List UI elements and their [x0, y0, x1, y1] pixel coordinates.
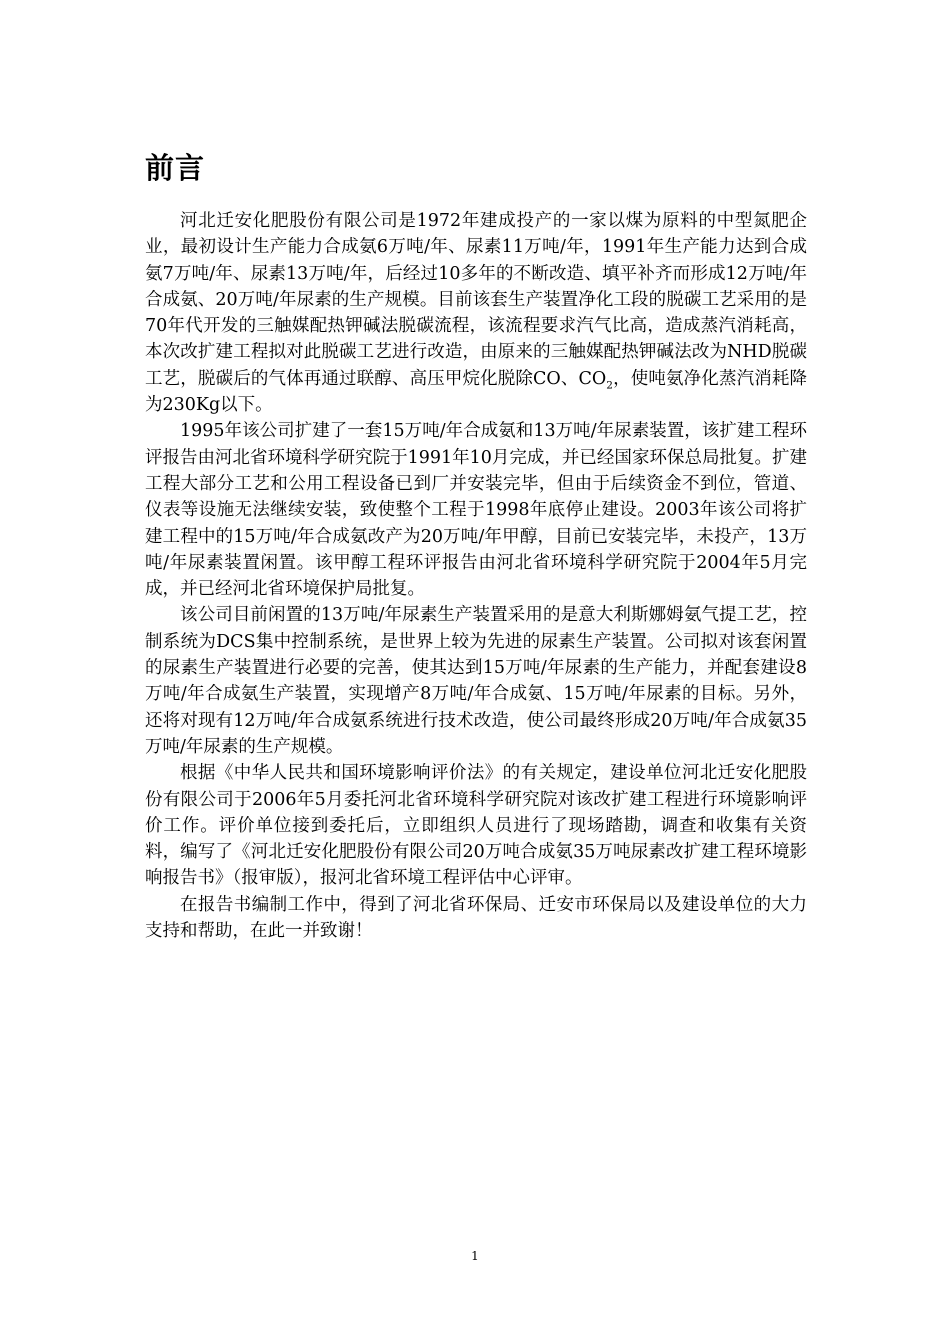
page-number: 1	[471, 1249, 479, 1263]
paragraph-5: 在报告书编制工作中，得到了河北省环保局、迁安市环保局以及建设单位的大力支持和帮助，在此一并致谢！	[145, 894, 807, 942]
paragraph-2: 1995年该公司扩建了一套15万吨/年合成氨和13万吨/年尿素装置，该扩建工程环评报告由河北省环境科学研究院于1991年10月完成，并已经国家环保总局批复。扩建工程大部分工艺和公用工程设备已到厂并安装完毕，但由于后续资金不到位，管道、仪表等设施无法继续安装，致使整个工程于1998年底停止建设。2003年该公司将扩建工程中的15万吨/年合成氨改产为20万吨/年甲醇，目前已安装完毕，未投产，13万吨/年尿素装置闲置。该甲醇工程环评报告由河北省环境科学研究院于2004年5月完成，并已经河北省环境保护局批复。	[145, 421, 807, 600]
paragraph-1-text: 河北迁安化肥股份有限公司是1972年建成投产的一家以煤为原料的中型氮肥企业，最初设计生产能力合成氨6万吨/年、尿素11万吨/年，1991年生产能力达到合成氨7万吨/年、尿素13万吨/年，后经过10多年的不断改造、填平补齐而形成12万吨/年合成氨、20万吨/年尿素的生产规模。目前该套生产装置净化工段的脱碳工艺采用的是70年代开发的三触媒配热钾碱法脱碳流程，该流程要求汽气比高，造成蒸汽消耗高，本次改扩建工程拟对此脱碳工艺进行改造，由原来的三触媒配热钾碱法改为NHD脱碳工艺，脱碳后的气体再通过联醇、高压甲烷化脱除CO、CO	[145, 211, 807, 389]
paragraph-4: 根据《中华人民共和国环境影响评价法》的有关规定，建设单位河北迁安化肥股份有限公司于2006年5月委托河北省环境科学研究院对该改扩建工程进行环境影响评价工作。评价单位接到委托后，立即组织人员进行了现场踏勘，调查和收集有关资料，编写了《河北迁安化肥股份有限公司20万吨合成氨35万吨尿素改扩建工程环境影响报告书》（报审版），报河北省环境工程评估中心评审。	[145, 763, 807, 889]
document-body	[145, 208, 807, 944]
page-title: 前言	[145, 151, 206, 185]
paragraph-1-tail: ，使吨氨净化蒸汽消耗降为230Kg以下。	[145, 368, 808, 416]
paragraph-3: 该公司目前闲置的13万吨/年尿素生产装置采用的是意大利斯娜姆氨气提工艺，控制系统为DCS集中控制系统，是世界上较为先进的尿素生产装置。公司拟对该套闲置的尿素生产装置进行必要的完善，使其达到15万吨/年尿素的生产能力，并配套建设8万吨/年合成氨生产装置，实现增产8万吨/年合成氨、15万吨/年尿素的目标。另外，还将对现有12万吨/年合成氨系统进行技术改造，使公司最终形成20万吨/年合成氨35万吨/年尿素的生产规模。	[145, 605, 807, 757]
subscript-2: 2	[606, 379, 613, 392]
paragraph-1	[145, 208, 807, 418]
